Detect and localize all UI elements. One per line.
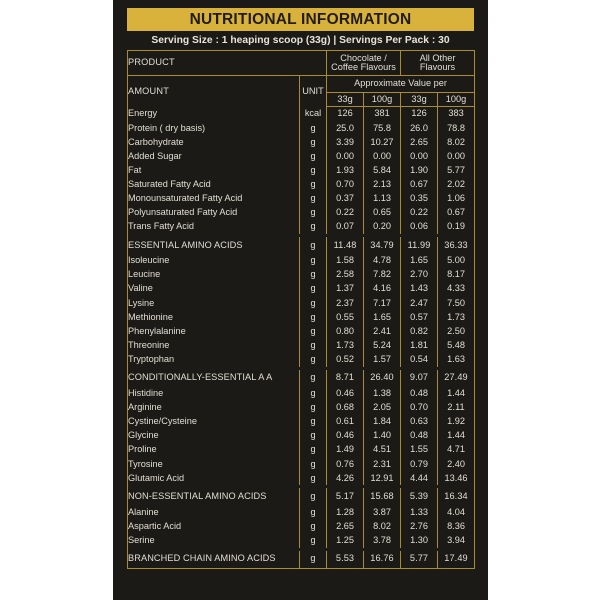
row-name: Valine	[128, 283, 153, 294]
row-value-2: 0.48	[401, 387, 438, 401]
row-unit: g	[300, 488, 327, 505]
row-value-1: 34.79	[364, 237, 401, 254]
row-value-0: 1.73	[327, 338, 364, 352]
row-name: Monounsaturated Fatty Acid	[128, 193, 243, 203]
row-unit: g	[300, 268, 327, 282]
row-value-1: 1.38	[364, 387, 401, 401]
row-value-0: 0.52	[327, 353, 364, 367]
serving-size-line: Serving Size : 1 heaping scoop (33g) | Servings Per Pack : 30	[151, 34, 450, 46]
row-value-2: 1.90	[401, 163, 438, 177]
row-value-3: 4.04	[438, 505, 475, 519]
row-value-3: 0.67	[438, 206, 475, 220]
row-unit: g	[300, 443, 327, 457]
flavour-group-1-line1: Chocolate /	[340, 52, 387, 63]
row-value-2: 0.48	[401, 429, 438, 443]
row-value-1: 3.87	[364, 505, 401, 519]
row-value-3: 8.02	[438, 135, 475, 149]
row-value-0: 4.26	[327, 471, 364, 485]
row-value-1: 16.76	[364, 551, 401, 569]
table-row	[128, 268, 475, 282]
row-value-0: 2.37	[327, 296, 364, 310]
row-value-1: 0.00	[364, 149, 401, 163]
row-value-3: 16.34	[438, 488, 475, 505]
row-value-1: 4.78	[364, 254, 401, 268]
row-value-2: 1.30	[401, 533, 438, 547]
row-value-1: 5.84	[364, 163, 401, 177]
row-value-2: 0.63	[401, 415, 438, 429]
row-unit: g	[300, 457, 327, 471]
table-row	[128, 457, 475, 471]
row-value-0: 2.58	[327, 268, 364, 282]
row-value-0: 0.46	[327, 429, 364, 443]
row-value-2: 0.57	[401, 310, 438, 324]
header-unit-label: UNIT	[300, 76, 327, 107]
row-value-3: 383	[438, 107, 475, 122]
row-unit: g	[300, 551, 327, 569]
row-value-3: 1.73	[438, 310, 475, 324]
row-unit: g	[300, 519, 327, 533]
row-name: Phenylalanine	[128, 325, 186, 336]
table-row	[128, 254, 475, 268]
row-value-1: 0.20	[364, 220, 401, 234]
row-value-1: 4.16	[364, 282, 401, 296]
row-unit: g	[300, 163, 327, 177]
row-value-1: 26.40	[364, 370, 401, 387]
row-unit: g	[300, 401, 327, 415]
row-value-2: 0.82	[401, 324, 438, 338]
row-name: Added Sugar	[128, 150, 182, 161]
table-row	[128, 296, 475, 310]
row-unit: g	[300, 505, 327, 519]
row-value-2: 2.47	[401, 296, 438, 310]
nutrition-table	[127, 50, 475, 569]
row-value-1: 2.13	[364, 177, 401, 191]
row-value-2: 2.70	[401, 268, 438, 282]
row-unit: g	[300, 353, 327, 367]
row-unit: g	[300, 237, 327, 254]
row-value-2: 0.22	[401, 206, 438, 220]
row-value-0: 0.76	[327, 457, 364, 471]
row-name: Carbohydrate	[128, 136, 184, 147]
row-value-3: 5.48	[438, 338, 475, 352]
table-row	[128, 149, 475, 163]
row-value-1: 3.78	[364, 533, 401, 547]
row-unit: g	[300, 429, 327, 443]
row-unit: g	[300, 220, 327, 234]
row-value-3: 13.46	[438, 471, 475, 485]
row-unit: g	[300, 533, 327, 547]
row-name: Protein ( dry basis)	[128, 122, 206, 133]
row-unit: g	[300, 121, 327, 135]
header-approximate-value-per: Approximate Value per	[327, 76, 475, 93]
page-title: NUTRITIONAL INFORMATION	[189, 10, 412, 28]
row-value-2: 11.99	[401, 237, 438, 254]
row-value-1: 1.65	[364, 310, 401, 324]
table-row	[128, 220, 475, 234]
row-name: Polyunsaturated Fatty Acid	[128, 207, 238, 218]
row-name: Isoleucine	[128, 255, 170, 266]
row-value-1: 15.68	[364, 488, 401, 505]
row-value-2: 1.65	[401, 254, 438, 268]
flavour-group-1-line2: Coffee Flavours	[331, 62, 396, 72]
row-name: Energy	[128, 108, 158, 119]
row-value-3: 2.02	[438, 177, 475, 191]
row-value-0: 0.22	[327, 206, 364, 220]
nutritional-information-banner	[127, 8, 474, 31]
table-row	[128, 135, 475, 149]
row-value-1: 2.31	[364, 457, 401, 471]
row-value-0: 0.07	[327, 220, 364, 234]
row-value-3: 2.50	[438, 324, 475, 338]
row-value-2: 1.33	[401, 505, 438, 519]
row-value-3: 4.71	[438, 443, 475, 457]
row-value-0: 5.53	[327, 551, 364, 569]
row-value-3: 1.63	[438, 353, 475, 367]
row-value-3: 3.94	[438, 533, 475, 547]
row-value-0: 3.39	[327, 135, 364, 149]
header-all-other-flavours	[401, 51, 475, 76]
row-unit: g	[300, 135, 327, 149]
table-group-row	[128, 237, 475, 254]
row-name: BRANCHED CHAIN AMINO ACIDS	[128, 553, 276, 564]
row-value-2: 2.65	[401, 135, 438, 149]
row-unit: g	[300, 177, 327, 191]
row-value-3: 0.00	[438, 149, 475, 163]
row-value-3: 27.49	[438, 370, 475, 387]
row-name: Trans Fatty Acid	[128, 221, 195, 232]
row-value-0: 1.93	[327, 163, 364, 177]
row-value-0: 8.71	[327, 370, 364, 387]
row-unit: g	[300, 192, 327, 206]
row-value-3: 1.06	[438, 192, 475, 206]
table-group-row	[128, 488, 475, 505]
table-row	[128, 387, 475, 401]
row-value-0: 1.49	[327, 443, 364, 457]
row-unit: g	[300, 370, 327, 387]
row-name: Lysine	[128, 297, 155, 308]
row-value-0: 0.80	[327, 324, 364, 338]
row-value-3: 1.44	[438, 387, 475, 401]
row-name: Tyrosine	[128, 458, 163, 469]
row-value-0: 1.37	[327, 282, 364, 296]
flavour-group-2-line2: Flavours	[419, 62, 456, 72]
row-value-2: 2.76	[401, 519, 438, 533]
header-chocolate-coffee-flavours	[327, 51, 401, 76]
row-value-2: 0.54	[401, 353, 438, 367]
row-value-0: 0.37	[327, 192, 364, 206]
table-row	[128, 338, 475, 352]
table-row	[128, 206, 475, 220]
row-value-0: 11.48	[327, 237, 364, 254]
row-value-1: 12.91	[364, 471, 401, 485]
row-value-0: 0.55	[327, 310, 364, 324]
table-group-row	[128, 551, 475, 569]
row-name: Aspartic Acid	[128, 520, 182, 531]
row-name: CONDITIONALLY-ESSENTIAL A A	[128, 372, 273, 383]
row-value-1: 10.27	[364, 135, 401, 149]
row-value-1: 381	[364, 107, 401, 122]
row-value-1: 75.8	[364, 121, 401, 135]
row-value-0: 1.28	[327, 505, 364, 519]
row-name: Methionine	[128, 311, 173, 322]
table-row	[128, 282, 475, 296]
row-value-0: 25.0	[327, 121, 364, 135]
flavour-group-2-line1: All Other	[419, 52, 456, 63]
table-row	[128, 443, 475, 457]
row-value-2: 0.79	[401, 457, 438, 471]
row-value-0: 2.65	[327, 519, 364, 533]
header-amount-label: AMOUNT	[128, 85, 170, 96]
row-unit: g	[300, 254, 327, 268]
row-unit: g	[300, 149, 327, 163]
table-row	[128, 163, 475, 177]
row-value-3: 78.8	[438, 121, 475, 135]
row-value-3: 2.40	[438, 457, 475, 471]
table-row	[128, 107, 475, 122]
row-unit: g	[300, 324, 327, 338]
row-name: ESSENTIAL AMINO ACIDS	[128, 239, 243, 250]
row-value-2: 0.00	[401, 149, 438, 163]
row-value-2: 4.44	[401, 471, 438, 485]
row-value-2: 0.67	[401, 177, 438, 191]
row-name: Arginine	[128, 402, 162, 413]
row-value-2: 1.55	[401, 443, 438, 457]
row-name: Histidine	[128, 388, 164, 399]
header-subunit-0: 33g	[327, 93, 364, 107]
row-unit: g	[300, 296, 327, 310]
table-row	[128, 415, 475, 429]
row-unit: kcal	[300, 107, 327, 122]
row-unit: g	[300, 415, 327, 429]
row-name: Serine	[128, 534, 155, 545]
table-row	[128, 177, 475, 191]
table-header-row-amount	[128, 76, 475, 93]
row-value-1: 0.65	[364, 206, 401, 220]
table-row	[128, 505, 475, 519]
row-value-3: 1.44	[438, 429, 475, 443]
row-value-0: 1.25	[327, 533, 364, 547]
row-name: Threonine	[128, 339, 170, 350]
row-value-1: 2.05	[364, 401, 401, 415]
row-name: Cystine/Cysteine	[128, 416, 197, 427]
table-row	[128, 471, 475, 485]
row-name: Alanine	[128, 506, 159, 517]
row-value-1: 1.84	[364, 415, 401, 429]
row-value-0: 0.61	[327, 415, 364, 429]
header-subunit-1: 100g	[364, 93, 401, 107]
row-value-2: 26.0	[401, 121, 438, 135]
row-value-3: 1.92	[438, 415, 475, 429]
row-value-3: 5.00	[438, 254, 475, 268]
row-value-2: 1.81	[401, 338, 438, 352]
row-unit: g	[300, 310, 327, 324]
row-value-0: 0.46	[327, 387, 364, 401]
header-subunit-3: 100g	[438, 93, 475, 107]
row-name: Fat	[128, 164, 142, 175]
row-name: NON-ESSENTIAL AMINO ACIDS	[128, 491, 267, 502]
row-value-1: 2.41	[364, 324, 401, 338]
row-name: Tryptophan	[128, 353, 175, 364]
table-header-row-product	[128, 51, 475, 76]
row-value-3: 7.50	[438, 296, 475, 310]
header-subunit-2: 33g	[401, 93, 438, 107]
row-name: Saturated Fatty Acid	[128, 178, 211, 189]
row-value-1: 8.02	[364, 519, 401, 533]
row-value-0: 1.58	[327, 254, 364, 268]
row-value-1: 7.17	[364, 296, 401, 310]
row-value-2: 5.77	[401, 551, 438, 569]
row-value-2: 126	[401, 107, 438, 122]
nutrition-panel	[113, 0, 488, 600]
row-value-0: 126	[327, 107, 364, 122]
table-row	[128, 429, 475, 443]
row-name: Proline	[128, 444, 157, 455]
row-value-2: 1.43	[401, 282, 438, 296]
row-value-0: 5.17	[327, 488, 364, 505]
row-value-2: 0.70	[401, 401, 438, 415]
row-unit: g	[300, 206, 327, 220]
row-value-3: 2.11	[438, 401, 475, 415]
table-row	[128, 401, 475, 415]
row-value-1: 1.40	[364, 429, 401, 443]
row-value-0: 0.70	[327, 177, 364, 191]
row-value-1: 7.82	[364, 268, 401, 282]
header-product-label: PRODUCT	[128, 51, 327, 76]
row-value-3: 8.36	[438, 519, 475, 533]
row-value-3: 5.77	[438, 163, 475, 177]
row-unit: g	[300, 387, 327, 401]
table-group-row	[128, 370, 475, 387]
table-row	[128, 353, 475, 367]
table-row	[128, 121, 475, 135]
table-row	[128, 533, 475, 547]
row-value-1: 5.24	[364, 338, 401, 352]
row-name: Glutamic Acid	[128, 472, 185, 483]
row-value-2: 5.39	[401, 488, 438, 505]
row-value-1: 4.51	[364, 443, 401, 457]
row-value-3: 4.33	[438, 282, 475, 296]
row-value-1: 1.13	[364, 192, 401, 206]
row-value-3: 8.17	[438, 268, 475, 282]
row-unit: g	[300, 282, 327, 296]
row-value-0: 0.00	[327, 149, 364, 163]
table-row	[128, 519, 475, 533]
row-unit: g	[300, 471, 327, 485]
row-value-2: 0.06	[401, 220, 438, 234]
row-value-1: 1.57	[364, 353, 401, 367]
row-value-0: 0.68	[327, 401, 364, 415]
row-value-3: 17.49	[438, 551, 475, 569]
table-row	[128, 310, 475, 324]
row-value-2: 9.07	[401, 370, 438, 387]
table-row	[128, 192, 475, 206]
table-row	[128, 324, 475, 338]
row-name: Glycine	[128, 430, 159, 441]
row-name: Leucine	[128, 269, 161, 280]
row-unit: g	[300, 338, 327, 352]
row-value-3: 36.33	[438, 237, 475, 254]
row-value-2: 0.35	[401, 192, 438, 206]
row-value-3: 0.19	[438, 220, 475, 234]
